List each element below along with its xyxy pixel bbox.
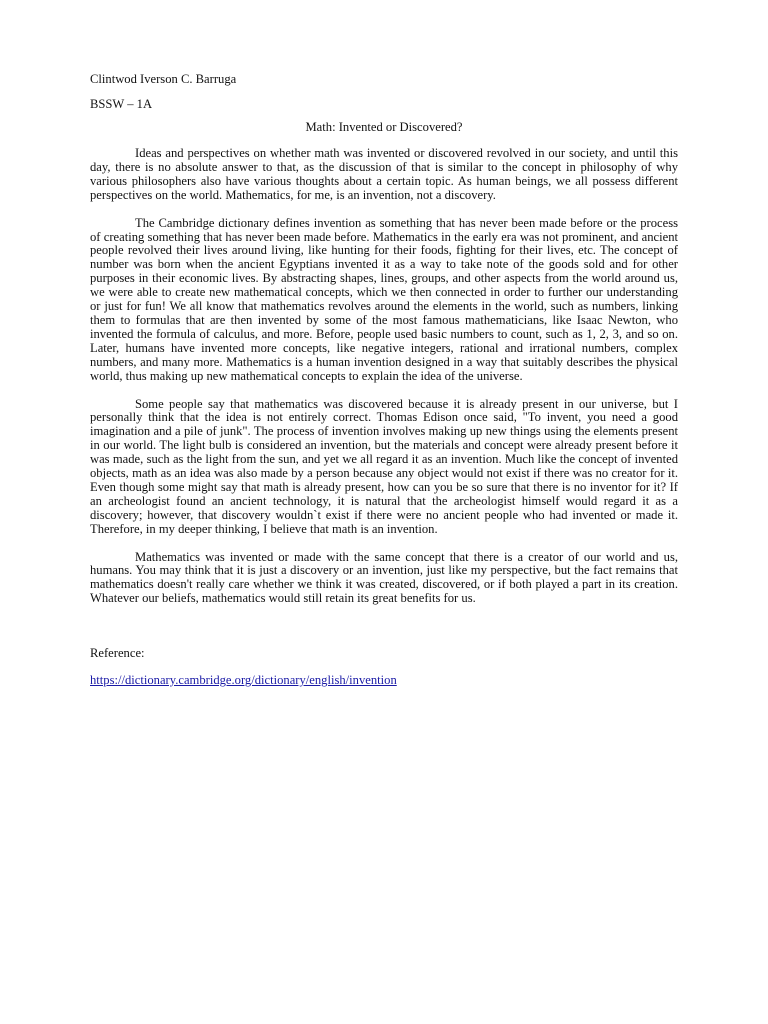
- paragraph-counterargument: Some people say that mathematics was discovered because it is already present in our universe, but I personally think that the idea is not entirely correct. Thomas Edison once said, "To invent, you need a good imagination and a pile of junk". The process of invention involves making up new things using the elements present in our world. The light bulb is considered an invention, but the materials and concept were already present before it was made, such as the light from the sun, and yet we all regard it as an invention. Much like the concept of invented objects, math as an idea was also made by a person because any object would not exist if there was no creator for it. Even though some might say that math is already present, how can you be so sure that there is no inventor for it? If an archeologist found an ancient technology, it is natural that the archeologist himself would regard it as a discovery; however, that discovery wouldn`t exist if there were no ancient people who had invented or made it. Therefore, in my deeper thinking, I believe that math is an invention.: [90, 396, 678, 536]
- course-section: BSSW – 1A: [90, 97, 153, 111]
- reference-link[interactable]: https://dictionary.cambridge.org/dictionary/english/invention: [90, 673, 397, 688]
- paragraph-conclusion: Mathematics was invented or made with the same concept that there is a creator of our world and us, humans. You may think that it is just a discovery or an invention, just like my perspective, but the fact remains that mathematics doesn't really care whether we think it was created, discovered, or if both played a part in its creation. Whatever our beliefs, mathematics would still retain its great benefits for us.: [90, 549, 678, 606]
- author-name: Clintwod Iverson C. Barruga: [90, 72, 237, 86]
- paragraph-definition: The Cambridge dictionary defines invention as something that has never been made before or the process of creating something that has never been made before. Mathematics in the early era was not prominent, and ancient people revolved their lives around living, like hunting for their foods, fighting for their lives, etc. The concept of number was born when the ancient Egyptians invented it as a way to take note of the goods sold and for other purposes in their economic lives. By abstracting shapes, lines, groups, and other aspects from the world around us, we were able to create new mathematical concepts, which we then connected in order to further our understanding or just for fun! We all know that mathematics revolves around the elements in the world, such as numbers, linking them to formulas that are then invented by some of the most famous mathematicians, like Isaac Newton, who invented the formula of calculus, and more. Before, people used basic numbers to count, such as 1, 2, 3, and so on. Later, humans have invented more concepts, like negative integers, rational and irrational numbers, complex numbers, and many more. Mathematics is a human invention designed in a way that suitably describes the physical world, thus making up new mathematical concepts to explain the idea of the universe.: [90, 215, 678, 383]
- reference-label: Reference:: [90, 646, 145, 661]
- document-title: Math: Invented or Discovered?: [305, 120, 463, 134]
- paragraph-intro: Ideas and perspectives on whether math was invented or discovered revolved in our society, and until this day, there is no absolute answer to that, as the discussion of that is similar to the concept in philosophy of why various philosophers also have various thoughts about a certain topic. As human beings, we all possess different perspectives on the world. Mathematics, for me, is an invention, not a discovery.: [90, 146, 678, 202]
